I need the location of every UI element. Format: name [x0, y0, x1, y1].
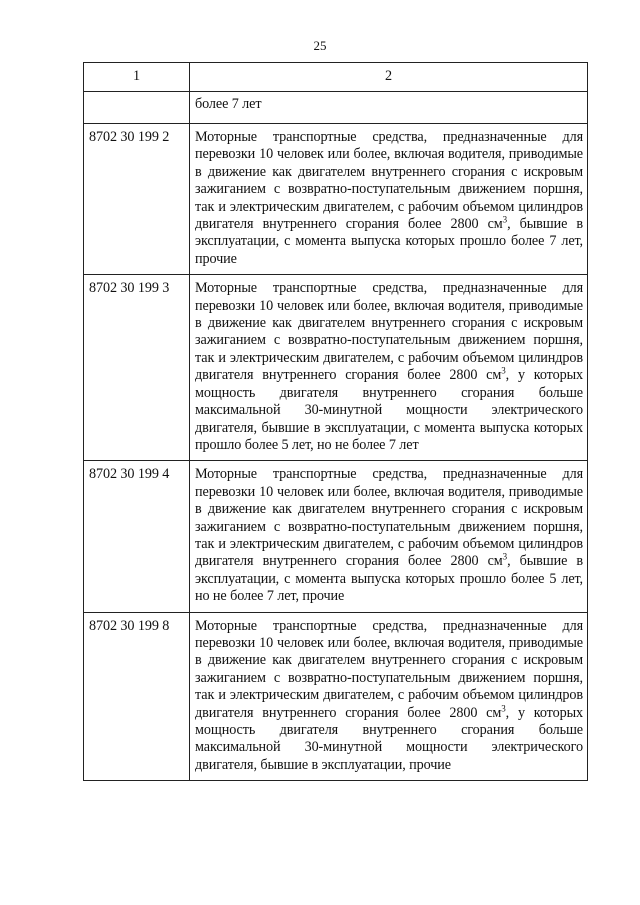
row-code: 8702 30 199 8 — [84, 612, 190, 781]
row-code — [84, 92, 190, 124]
description-text-continued: , у которых мощность двигателя внутреннего сгорания больше максимальной 30-минутной мощности электрического двигателя, бывшие в эксплуатации, прочие — [195, 704, 583, 773]
table-row — [84, 612, 588, 781]
row-description — [190, 124, 588, 275]
header-row — [84, 63, 588, 92]
superscript: 3 — [502, 551, 508, 562]
description-text: Моторные транспортные средства, предназначенные для перевозки 10 человек или более, включая водителя, приводимые в движение как двигателем внутреннего сгорания с искровым зажиганием с возвратно-поступательным движением поршня, так и электрическим двигателем, с рабочим объемом цилиндров двигателя внутреннего сгорания более 2800 см — [195, 280, 583, 384]
superscript: 3 — [502, 214, 508, 225]
description-text: Моторные транспортные средства, предназначенные для перевозки 10 человек или более, включая водителя, приводимые в движение как двигателем внутреннего сгорания с искровым зажиганием с возвратно-поступательным движением поршня, так и электрическим двигателем, с рабочим объемом цилиндров двигателя внутреннего сгорания более 2800 см — [195, 617, 583, 721]
description-text: Моторные транспортные средства, предназначенные для перевозки 10 человек или более, включая водителя, приводимые в движение как двигателем внутреннего сгорания с искровым зажиганием с возвратно-поступательным движением поршня, так и электрическим двигателем, с рабочим объемом цилиндров двигателя внутреннего сгорания более 2800 см — [195, 466, 583, 570]
superscript: 3 — [501, 365, 506, 376]
row-description — [190, 275, 588, 461]
column-header-1: 1 — [84, 63, 190, 92]
row-description — [190, 461, 588, 612]
table-row — [84, 124, 588, 275]
table-row — [84, 92, 588, 124]
row-code: 8702 30 199 2 — [84, 124, 190, 275]
description-text-continued: , бывшие в эксплуатации, с момента выпуска которых прошло более 5 лет, но не более 7 лет, прочие — [195, 553, 584, 605]
table-row — [84, 275, 588, 461]
row-description — [190, 612, 588, 781]
table-row — [84, 461, 588, 612]
row-description: более 7 лет — [190, 92, 588, 124]
description-text: Моторные транспортные средства, предназначенные для перевозки 10 человек или более, включая водителя, приводимые в движение как двигателем внутреннего сгорания с искровым зажиганием с возвратно-поступательным движением поршня, так и электрическим двигателем, с рабочим объемом цилиндров двигателя внутреннего сгорания более 2800 см — [195, 129, 583, 233]
superscript: 3 — [501, 702, 506, 713]
tariff-table — [83, 62, 588, 781]
column-header-2: 2 — [190, 63, 588, 92]
row-code: 8702 30 199 4 — [84, 461, 190, 612]
page-number: 25 — [313, 38, 327, 53]
description-text-continued: , бывшие в эксплуатации, с момента выпуска которых прошло более 7 лет, прочие — [195, 216, 584, 267]
row-code: 8702 30 199 3 — [84, 275, 190, 461]
description-text-continued: , у которых мощность двигателя внутреннего сгорания больше максимальной 30-минутной мощности электрического двигателя, бывшие в эксплуатации, с момента выпуска которых прошло более 5 лет, но не более 7 лет — [195, 367, 583, 453]
